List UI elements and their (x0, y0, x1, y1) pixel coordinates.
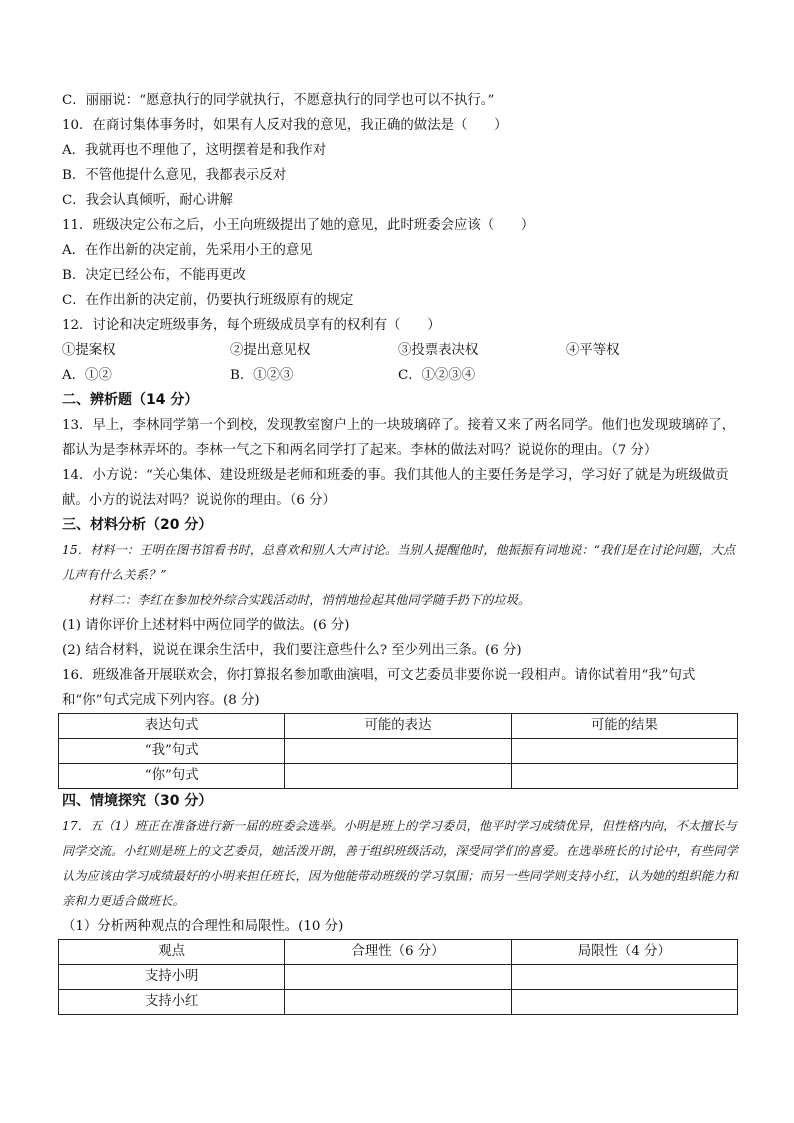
q12-option-c: C．①②③④ (398, 368, 476, 383)
answer-cell[interactable] (511, 739, 737, 764)
q15-material-1: 15．材料一：王明在图书馆看书时，总喜欢和别人大声讨论。当别人提醒他时，他振振有词地说：“我们是在讨论问题，大点儿声有什么关系？” (62, 543, 736, 582)
table-cell: “你”句式 (59, 764, 285, 789)
table-row (59, 739, 738, 764)
q12-option-b: B．①②③ (230, 368, 294, 383)
table-cell: 支持小明 (59, 965, 285, 990)
section-2-heading: 二、辨析题（14 分） (62, 392, 199, 408)
q13-text: 13．早上，李林同学第一个到校，发现教室窗户上的一块玻璃碎了。接着又来了两名同学。他们也发现玻璃碎了，都认为是李林弄坏的。李林一气之下和两名同学打了起来。李林的做法对吗？说说你的理由。（7 分） (62, 418, 736, 458)
table-cell: “我”句式 (59, 739, 285, 764)
table-header: 表达句式 (59, 714, 285, 739)
q12-item: ③投票表决权 (398, 343, 479, 358)
answer-cell[interactable] (511, 965, 737, 990)
q17-part-1: （1）分析两种观点的合理性和局限性。(10 分) (62, 919, 344, 934)
q11-option-b: B．决定已经公布，不能再更改 (62, 268, 246, 283)
table-header: 可能的表达 (285, 714, 511, 739)
q15-part-1: (1) 请你评价上述材料中两位同学的做法。(6 分) (62, 618, 350, 633)
table-cell: 支持小红 (59, 990, 285, 1015)
table-row (59, 764, 738, 789)
section-3-heading: 三、材料分析（20 分） (62, 517, 213, 533)
q10-option-b: B．不管他提什么意见，我都表示反对 (62, 168, 287, 183)
q11-option-c: C．在作出新的决定前，仍要执行班级原有的规定 (62, 293, 354, 308)
q14-text: 14．小方说：“关心集体、建设班级是老师和班委的事。我们其他人的主要任务是学习，学习好了就是为班级做贡献。小方的说法对吗？说说你的理由。（6 分） (62, 468, 729, 508)
table-header: 合理性（6 分） (285, 940, 511, 965)
q15-part-2: (2) 结合材料，说说在课余生活中，我们要注意些什么? 至少列出三条。(6 分) (62, 643, 522, 658)
answer-cell[interactable] (511, 990, 737, 1015)
table-header-row (59, 714, 738, 739)
table-row (59, 965, 738, 990)
q9-option-c: C．丽丽说：“愿意执行的同学就执行，不愿意执行的同学也可以不执行。” (62, 93, 495, 108)
q12-option-a: A．①② (62, 368, 112, 383)
q10-stem: 10．在商讨集体事务时，如果有人反对我的意见，我正确的做法是（ ） (62, 118, 508, 133)
answer-cell[interactable] (285, 990, 511, 1015)
answer-cell[interactable] (285, 965, 511, 990)
q12-item: ②提出意见权 (230, 343, 311, 358)
q10-option-c: C．我会认真倾听，耐心讲解 (62, 193, 233, 208)
q11-option-a: A．在作出新的决定前，先采用小王的意见 (62, 243, 313, 258)
table-header: 可能的结果 (511, 714, 737, 739)
q12-options (62, 363, 738, 388)
q12-item: ①提案权 (62, 343, 116, 358)
answer-cell[interactable] (285, 764, 511, 789)
q12-item: ④平等权 (566, 343, 620, 358)
exam-page (62, 88, 738, 1015)
q12-stem: 12．讨论和决定班级事务，每个班级成员享有的权利有（ ） (62, 318, 441, 333)
q10-option-a: A．我就再也不理他了，这明摆着是和我作对 (62, 143, 327, 158)
q15-material-2: 材料二：李红在参加校外综合实践活动时，悄悄地捡起其他同学随手扔下的垃圾。 (88, 593, 531, 607)
table-header-row (59, 940, 738, 965)
answer-cell[interactable] (285, 739, 511, 764)
table-header: 观点 (59, 940, 285, 965)
q11-stem: 11．班级决定公布之后，小王向班级提出了她的意见，此时班委会应该（ ） (62, 218, 535, 233)
q16-stem: 16．班级准备开展联欢会，你打算报名参加歌曲演唱，可文艺委员非要你说一段相声。请你试着用“我”句式和“你”句式完成下列内容。(8 分) (62, 668, 696, 708)
q17-stem: 17．五（1）班正在准备进行新一届的班委会选举。小明是班上的学习委员，他平时学习成绩优异，但性格内向，不太擅长与同学交流。小红则是班上的文艺委员，她活泼开朗，善于组织班级活动，深受同学们的喜爱。在选举班长的讨论中，有些同学认为应该由学习成绩最好的小明来担任班长，因为他能带动班级的学习氛围；而另一些同学则支持小红，认为她的组织能力和亲和力更适合做班长。 (62, 819, 738, 908)
answer-cell[interactable] (511, 764, 737, 789)
q16-table (58, 713, 738, 789)
table-row (59, 990, 738, 1015)
section-4-heading: 四、情境探究（30 分） (62, 793, 213, 809)
q17-table (58, 939, 738, 1015)
table-header: 局限性（4 分） (511, 940, 737, 965)
q12-items (62, 338, 738, 363)
